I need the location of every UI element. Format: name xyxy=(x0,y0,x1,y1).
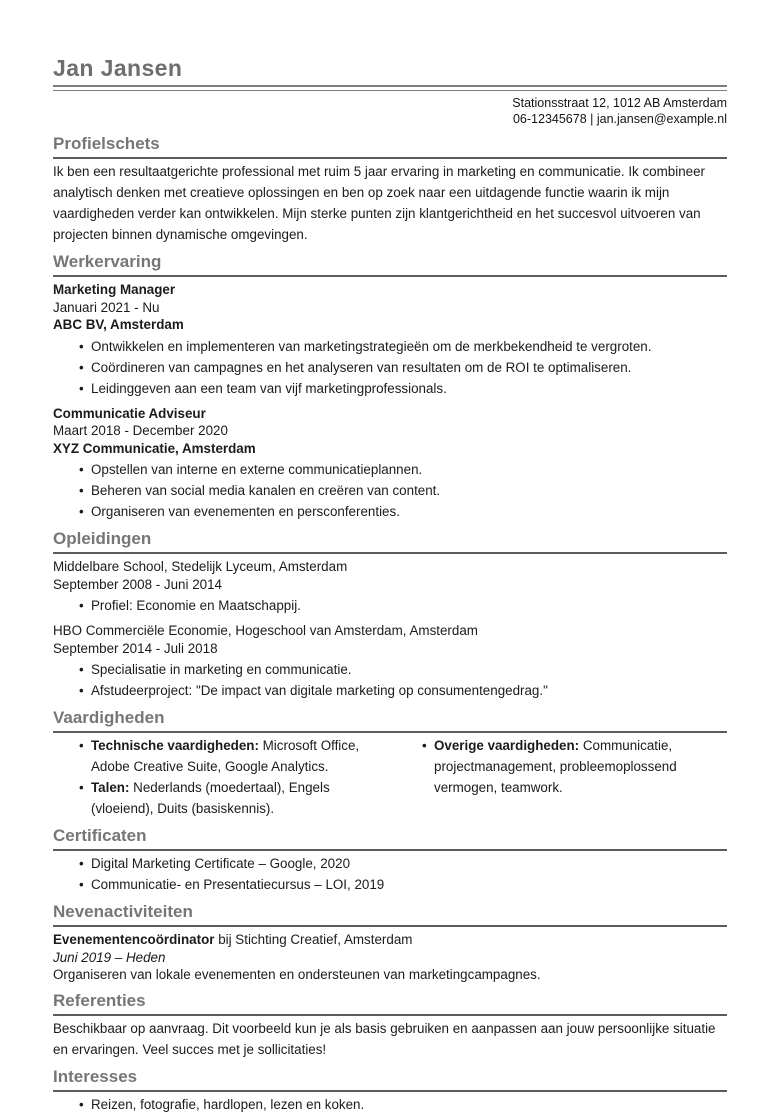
section-heading-profielschets: Profielschets xyxy=(53,134,727,159)
job-title: Communicatie Adviseur xyxy=(53,405,206,421)
education-school: Middelbare School, Stedelijk Lyceum, Amsterdam xyxy=(53,559,348,574)
education-bullet-list xyxy=(53,595,727,616)
certificate-list xyxy=(53,853,727,895)
section-heading-interesses: Interesses xyxy=(53,1067,727,1092)
skill-bullet xyxy=(53,777,378,819)
job-company: XYZ Communicatie, Amsterdam xyxy=(53,440,256,456)
side-activity-organisation: bij Stichting Creatief, Amsterdam xyxy=(214,932,413,947)
job-title: Marketing Manager xyxy=(53,282,176,297)
section-heading-nevenactiviteiten: Nevenactiviteiten xyxy=(53,902,727,927)
job-entry xyxy=(53,405,727,523)
interest-bullet: • Reizen, fotografie, hardlopen, lezen en koken. xyxy=(53,1094,727,1115)
section-heading-opleidingen: Opleidingen xyxy=(53,529,727,554)
section-certificaten xyxy=(53,826,727,895)
skill-text: Communicatie, projectmanagement, probleemoplossend vermogen, teamwork. xyxy=(434,738,677,795)
job-bullet: • Ontwikkelen en implementeren van marketingstrategieën om de merkbekendheid te vergroten. xyxy=(53,336,727,357)
section-vaardigheden xyxy=(53,708,727,819)
job-company: ABC BV, Amsterdam xyxy=(53,317,184,332)
education-bullet: • Specialisatie in marketing en communicatie. xyxy=(53,659,727,680)
side-activity-description: Organiseren van lokale evenementen en ondersteunen van marketingcampagnes. xyxy=(53,967,541,982)
side-activity-period: Juni 2019 – Heden xyxy=(53,949,166,965)
education-bullet: • Profiel: Economie en Maatschappij. xyxy=(53,595,727,616)
skills-column-right xyxy=(396,735,727,819)
job-bullet: • Coördineren van campagnes en het analyseren van resultaten om de ROI te optimaliseren. xyxy=(53,357,727,378)
references-text: Beschikbaar op aanvraag. Dit voorbeeld kun je als basis gebruiken en aanpassen aan jouw persoonlijke situatie en ervaringen. Veel succes met je sollicitaties! xyxy=(53,1020,716,1057)
section-heading-werkervaring: Werkervaring xyxy=(53,252,727,277)
name-divider xyxy=(53,85,727,91)
skill-label: Overige vaardigheden: xyxy=(434,738,580,753)
side-activity-title-line xyxy=(53,931,727,949)
education-period: September 2008 - Juni 2014 xyxy=(53,576,222,592)
job-bullet: • Opstellen van interne en externe communicatieplannen. xyxy=(53,459,727,480)
side-activity-entry xyxy=(53,931,727,984)
section-nevenactiviteiten xyxy=(53,902,727,984)
certificate-bullet: • Communicatie- en Presentatiecursus – LOI, 2019 xyxy=(53,874,727,895)
skill-label: Technische vaardigheden: xyxy=(91,738,259,753)
contact-block xyxy=(53,95,727,127)
section-werkervaring xyxy=(53,252,727,522)
interest-list xyxy=(53,1094,727,1115)
education-entry xyxy=(53,622,727,701)
job-bullet: • Organiseren van evenementen en persconferenties. xyxy=(53,501,727,522)
job-bullet-list xyxy=(53,459,727,522)
side-activity-role: Evenementencoördinator xyxy=(53,932,215,947)
skill-label: Talen: xyxy=(91,780,130,795)
section-heading-certificaten: Certificaten xyxy=(53,826,727,851)
section-profielschets xyxy=(53,134,727,245)
education-period: September 2014 - Juli 2018 xyxy=(53,640,218,656)
skills-columns xyxy=(53,735,727,819)
section-heading-referenties: Referenties xyxy=(53,991,727,1016)
skill-text: Nederlands (moedertaal), Engels (vloeiend), Duits (basiskennis). xyxy=(91,780,330,816)
education-school: HBO Commerciële Economie, Hogeschool van Amsterdam, Amsterdam xyxy=(53,623,478,638)
job-period: Januari 2021 - Nu xyxy=(53,299,160,315)
job-entry xyxy=(53,281,727,399)
section-interesses xyxy=(53,1067,727,1115)
education-bullet: • Afstudeerproject: "De impact van digitale marketing op consumentengedrag." xyxy=(53,680,727,701)
skill-bullet xyxy=(53,735,378,777)
contact-phone-email: 06-12345678 | jan.jansen@example.nl xyxy=(512,112,727,126)
contact-address: Stationsstraat 12, 1012 AB Amsterdam xyxy=(512,96,727,110)
job-bullet: • Leidinggeven aan een team van vijf marketingprofessionals. xyxy=(53,378,727,399)
profile-text: Ik ben een resultaatgerichte professional met ruim 5 jaar ervaring in marketing en communicatie. Ik combineer analytisch denken met creatieve oplossingen en ben op zoek naar een uitdagende functie waarin ik mijn vaardigheden verder kan ontwikkelen. Mijn sterke punten zijn klantgerichtheid en het succesvol uitvoeren van projecten binnen dynamische omgevingen. xyxy=(53,164,705,242)
education-entry xyxy=(53,558,727,616)
section-opleidingen xyxy=(53,529,727,701)
section-referenties xyxy=(53,991,727,1060)
skills-column-left xyxy=(53,735,396,819)
education-bullet-list xyxy=(53,659,727,701)
certificate-bullet: • Digital Marketing Certificate – Google, 2020 xyxy=(53,853,727,874)
candidate-name: Jan Jansen xyxy=(53,55,183,81)
skill-text: Microsoft Office, Adobe Creative Suite, Google Analytics. xyxy=(91,738,360,774)
job-bullet: • Beheren van social media kanalen en creëren van content. xyxy=(53,480,727,501)
section-heading-vaardigheden: Vaardigheden xyxy=(53,708,727,733)
job-period: Maart 2018 - December 2020 xyxy=(53,423,228,438)
job-bullet-list xyxy=(53,336,727,399)
skill-bullet xyxy=(396,735,727,798)
